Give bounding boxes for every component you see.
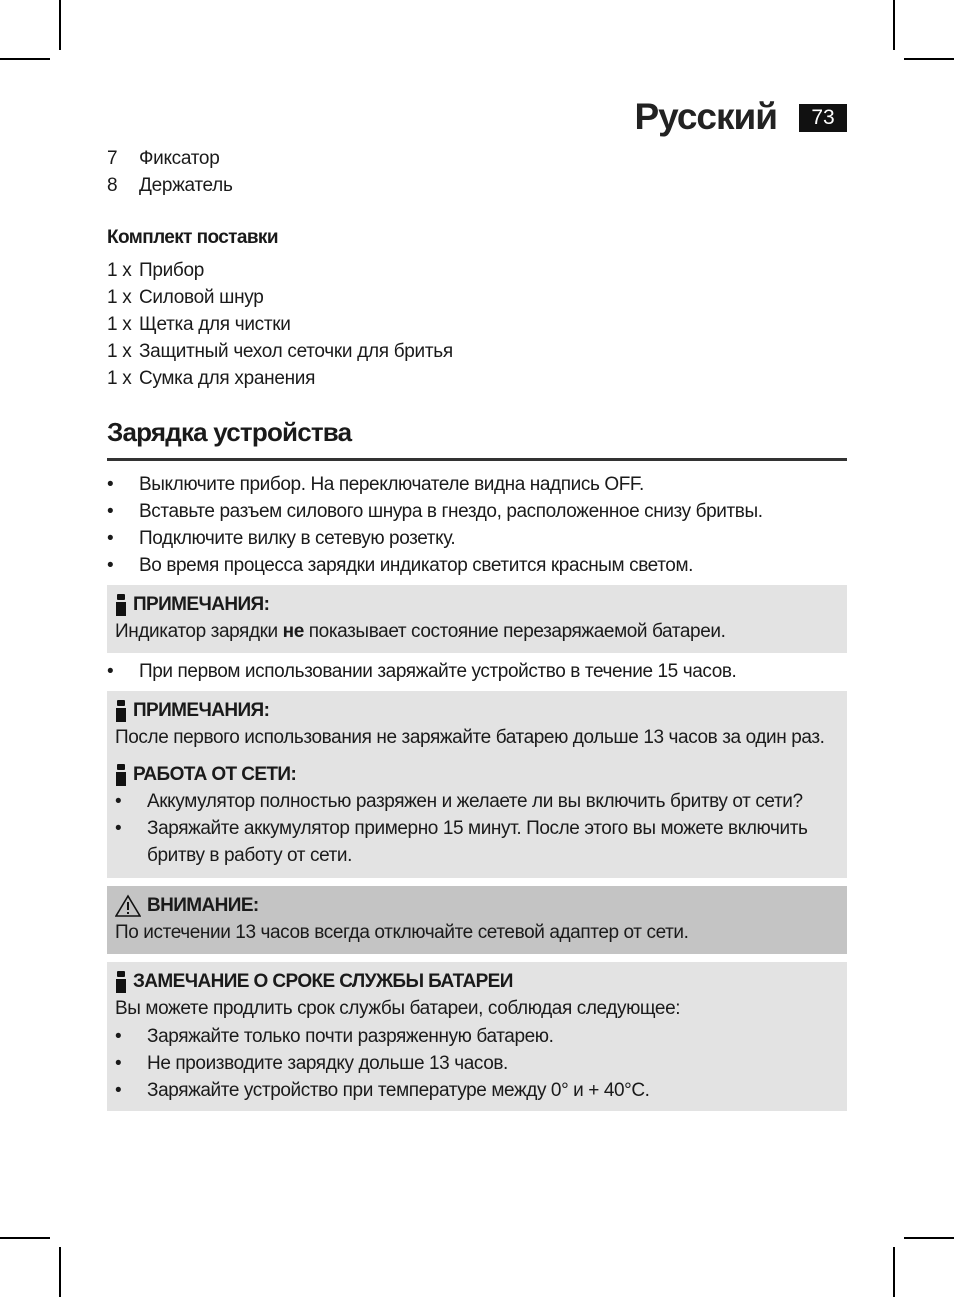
- note-text-part: Индикатор зарядки: [115, 621, 283, 642]
- note-text-part: показывает состояние перезаряжаемой батареи.: [303, 621, 726, 642]
- item-label: Держатель: [139, 175, 233, 196]
- item-qty: 1 x: [107, 341, 132, 362]
- item-number: 8: [107, 175, 118, 196]
- item-label: Сумка для хранения: [139, 368, 316, 389]
- note-text: После первого использования не заряжайте батарею дольше 13 часов за один раз.: [115, 727, 825, 748]
- bullet-item: [115, 815, 839, 869]
- bullet-item: [115, 788, 839, 815]
- bullet-item: [107, 498, 847, 525]
- bullet-text: Подключите вилку в сетевую розетку.: [139, 528, 456, 549]
- page-language-title: Русский: [634, 96, 777, 137]
- bullet-item: [107, 658, 847, 685]
- section-heading: Зарядка устройства: [107, 417, 352, 447]
- crop-mark: [893, 0, 895, 50]
- bullet-text: Заряжайте аккумулятор примерно 15 минут. После этого вы можете включить бритву в работу от сети.: [147, 818, 808, 866]
- crop-mark: [904, 1237, 954, 1239]
- bullet-text: Заряжайте только почти разряженную батарею.: [147, 1026, 554, 1047]
- item-label: Щетка для чистки: [139, 314, 291, 335]
- bullet-symbol: •: [115, 1026, 122, 1047]
- bullet-item: [107, 525, 847, 552]
- battery-note-box: [107, 962, 847, 1111]
- info-icon: [115, 971, 127, 993]
- bullet-text: Аккумулятор полностью разряжен и желаете ли вы включить бритву от сети?: [147, 791, 803, 812]
- note-box: [107, 585, 847, 653]
- delivery-list: [107, 257, 453, 392]
- note-text: [115, 618, 839, 646]
- list-item: [107, 338, 453, 365]
- page-number: 73: [799, 104, 847, 132]
- battery-note-title: [115, 968, 839, 995]
- note-title-text: ПРИМЕЧАНИЯ:: [133, 594, 270, 615]
- info-icon: [115, 700, 127, 722]
- battery-note-title-text: ЗАМЕЧАНИЕ О СРОКЕ СЛУЖБЫ БАТАРЕИ: [133, 971, 513, 992]
- bullet-symbol: •: [107, 555, 114, 576]
- bullet-item: [115, 1023, 839, 1050]
- item-label: Силовой шнур: [139, 287, 264, 308]
- bullet-symbol: •: [115, 1080, 122, 1101]
- charging-steps: [107, 471, 847, 579]
- list-item: [107, 311, 453, 338]
- item-qty: 1 x: [107, 287, 132, 308]
- item-qty: 1 x: [107, 260, 132, 281]
- item-qty: 1 x: [107, 314, 132, 335]
- item-label: Защитный чехол сеточки для бритья: [139, 341, 453, 362]
- bullet-text: Во время процесса зарядки индикатор светится красным светом.: [139, 555, 694, 576]
- bullet-text: Заряжайте устройство при температуре между 0° и + 40°C.: [147, 1080, 650, 1101]
- warning-text: По истечении 13 часов всегда отключайте сетевой адаптер от сети.: [115, 922, 689, 943]
- charging-steps-continued: [107, 658, 847, 685]
- list-item: [107, 284, 453, 311]
- bullet-symbol: •: [115, 818, 122, 839]
- warning-triangle-icon: [115, 894, 141, 918]
- info-icon: [115, 594, 127, 616]
- warning-title-text: ВНИМАНИЕ:: [147, 895, 259, 916]
- list-item: [107, 145, 233, 172]
- bullet-text: Вставьте разъем силового шнура в гнездо, расположенное снизу бритвы.: [139, 501, 763, 522]
- delivery-heading: Комплект поставки: [107, 227, 278, 248]
- bullet-symbol: •: [107, 661, 114, 682]
- note-title: [115, 697, 839, 724]
- bullet-item: [115, 1050, 839, 1077]
- crop-mark: [904, 58, 954, 60]
- bullet-text: Выключите прибор. На переключателе видна надпись OFF.: [139, 474, 644, 495]
- warning-title: [115, 892, 839, 919]
- mains-title-text: РАБОТА ОТ СЕТИ:: [133, 764, 297, 785]
- crop-mark: [59, 1247, 61, 1297]
- crop-mark: [893, 1247, 895, 1297]
- bullet-symbol: •: [115, 1053, 122, 1074]
- list-item: [107, 172, 233, 199]
- crop-mark: [0, 58, 50, 60]
- note-title-text: ПРИМЕЧАНИЯ:: [133, 700, 270, 721]
- bullet-text: При первом использовании заряжайте устройство в течение 15 часов.: [139, 661, 737, 682]
- bullet-item: [107, 471, 847, 498]
- battery-note-intro: Вы можете продлить срок службы батареи, соблюдая следующее:: [115, 998, 681, 1019]
- item-number: 7: [107, 148, 118, 169]
- list-item: [107, 365, 453, 392]
- info-icon: [115, 764, 127, 786]
- bullet-item: [115, 1077, 839, 1104]
- item-label: Фиксатор: [139, 148, 220, 169]
- bullet-symbol: •: [107, 528, 114, 549]
- bullet-symbol: •: [115, 791, 122, 812]
- note-title: [115, 591, 839, 618]
- warning-box: [107, 886, 847, 954]
- crop-mark: [0, 1237, 50, 1239]
- mains-title: [115, 761, 839, 788]
- note-text-emphasis: не: [282, 621, 304, 642]
- note-box: [107, 691, 847, 878]
- bullet-symbol: •: [107, 501, 114, 522]
- section-divider: [107, 458, 847, 461]
- parts-list: [107, 145, 233, 199]
- bullet-symbol: •: [107, 474, 114, 495]
- bullet-text: Не производите зарядку дольше 13 часов.: [147, 1053, 508, 1074]
- bullet-item: [107, 552, 847, 579]
- list-item: [107, 257, 453, 284]
- item-label: Прибор: [139, 260, 205, 281]
- crop-mark: [59, 0, 61, 50]
- item-qty: 1 x: [107, 368, 132, 389]
